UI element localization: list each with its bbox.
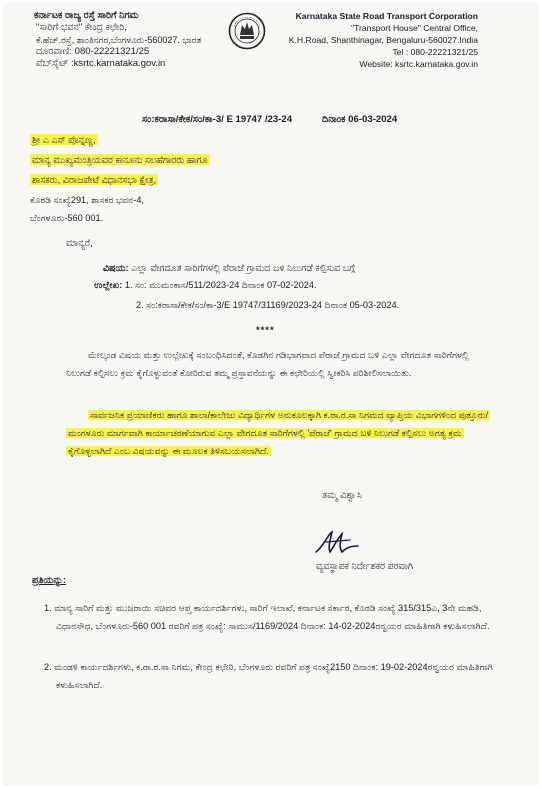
subject-line xyxy=(103,262,355,274)
org-building-kannada: "ಸಾರಿಗೆ ಭವನ" ಕೇಂದ್ರ ಕಛೇರಿ, xyxy=(36,22,127,33)
body-paragraph-2 xyxy=(66,406,490,460)
addressee-room: ಕೊಠಡಿ ಸಂಖ್ಯೆ291, ಶಾಸಕರ ಭವನ-4, xyxy=(30,195,144,205)
org-name-kannada: ಕರ್ನಾಟಕ ರಾಜ್ಯ ರಸ್ತೆ ಸಾರಿಗೆ ನಿಗಮ xyxy=(34,10,139,21)
copy-item-2: 2. ಮಂಡಳಿ ಕಾರ್ಯದರ್ಶಿಗಳು, ಕ.ರಾ.ರ.ಸಾ ನಿಗಮ, ಕೇಂದ್ರ ಕಛೇರಿ, ಬೆಂಗಳೂರು ರವರಿಗೆ ಪತ್ರ ಸಂಖ್ಯೆ2150 ದಿನಾಂಕ: 19-02-2024ರನ್ವಯರ ಮಾಹಿತಿಗಾಗಿ ಕಳುಹಿಸಲಾಗಿದೆ. xyxy=(44,662,493,690)
reference-2: 2. ಸಂ:ಕರಾಸಾ/ಕೇಕ/ಸಂ/ಕಾ-3/E 19747/31169/2023-24 ದಿನಾಂಕ 05-03-2024. xyxy=(136,300,400,310)
addressee-designation: ಮಾನ್ಯ ಮುಖ್ಯಮಂತ್ರಿಯವರ ಕಾನೂನು ಸಲಹೆಗಾರರು ಹಾಗೂ xyxy=(32,154,208,165)
closing: ತಮ್ಮ ವಿಶ್ವಾಸಿ xyxy=(322,490,362,501)
subject-label: ವಿಷಯ: xyxy=(103,262,129,273)
org-phone-english: Tel : 080-22221321/25 xyxy=(392,47,478,57)
org-phone-kannada: ದೂರವಾಣಿ: 080-22221321/25 xyxy=(36,46,150,57)
copy-item-1: 1. ಮಾನ್ಯ ಸಾರಿಗೆ ಮತ್ತು ಮುಜರಾಯಿ ಸಚಿವರ ಆಪ್ತ ಕಾರ್ಯದರ್ಶಿಗಳು, ಸಾರಿಗೆ ಇಲಾಖೆ, ಕರ್ನಾಟಕ ಸರ್ಕಾರ, ಕೊಠಡಿ ಸಂಖ್ಯೆ 315/315ಎ, 3ನೇ ಮಹಡಿ, ವಿಧಾನಸೌಧ, ಬೆಂಗಳೂರು-560 001 ರವರಿಗೆ ಪತ್ರ ಸಂಖ್ಯೆ: ಸಾಮುಸ/1169/2024 ದಿನಾಂಕ: 14-02-2024ರನ್ವಯರ ಮಾಹಿತಿಗಾಗಿ ಕಳುಹಿಸಲಾಗಿದೆ. xyxy=(44,603,490,631)
salutation: ಮಾನ್ಯರೆ, xyxy=(66,237,93,248)
org-address-kannada: ಕೆ.ಹೆಚ್.ರಸ್ತೆ, ಶಾಂತಿನಗರ,ಬೆಂಗಳೂರು-560027. ಭಾರತ xyxy=(36,35,202,45)
reference-1: 1. ಸಂ: ಮುಮಂಕಾಸ/511/2023-24 ದಿನಾಂಕ 07-02-2024. xyxy=(124,280,317,290)
subject-text: ಎಲ್ಲಾ ವೇಗದೂತ ಸಾರಿಗೆಗಳಲ್ಲಿ ಪೆರಾಜೆ ಗ್ರಾಮದ ಬಳಿ ನಿಲುಗಡೆ ಕಲ್ಪಿಸುವ ಬಗ್ಗೆ xyxy=(131,262,356,273)
signature-title: ವ್ಯವಸ್ಥಾಪಕ ನಿರ್ದೇಶಕರ ಪರವಾಗಿ xyxy=(316,560,413,571)
reference-number: ಸಂ:ಕರಾಸಾ/ಕೇಕ/ಸಂ/ಕಾ-3/ E 19747 /23-24 xyxy=(142,114,293,125)
copy-to-label: ಪ್ರತಿಯನ್ನು: xyxy=(32,574,67,585)
addressee-city: ಬೆಂಗಳೂರು-560 001. xyxy=(30,213,104,223)
addressee-constituency: ಶಾಸಕರು, ವಿರಾಜಪೇಟೆ ವಿಧಾನಸಭಾ ಕ್ಷೇತ್ರ, xyxy=(32,174,157,185)
org-website-kannada: ವೆಬ್‌ಸೈಟ್ :ksrtc.karnataka.gov.in xyxy=(36,58,166,69)
reference-1-line xyxy=(94,280,317,291)
ksrtc-logo xyxy=(228,12,266,50)
org-website-english: Website: ksrtc.karnataka.gov.in xyxy=(359,59,478,69)
references-label: ಉಲ್ಲೇಖ: xyxy=(94,280,123,290)
org-building-english: "Transport House" Central Office, xyxy=(351,23,478,33)
reference-date: ದಿನಾಂಕ 06-03-2024 xyxy=(322,114,398,125)
org-name-english: Karnataka State Road Transport Corporation xyxy=(295,11,478,21)
addressee-name: ಶ್ರೀ ಎ ಎಸ್ ಪೊನ್ನಣ್ಣ, xyxy=(32,134,96,145)
body-paragraph-2-text: ಸಾರ್ವಜನಿಕ ಪ್ರಯಾಣಿಕರು ಹಾಗೂ ಶಾಲಾ/ಕಾಲೇಜು ವಿದ್ಯಾರ್ಥಿಗಳ ಅನುಕೂಲಕ್ಕಾಗಿ ಕ.ರಾ.ರ.ಸಾ ನಿಗಮದ ವ್ಯಾಪ್ತಿಯ ವಿಭಾಗಗಳಿಂದ ಪುತ್ತೂರು/ಮಂಗಳೂರು ಮಾರ್ಗವಾಗಿ ಕಾರ್ಯಾಚರಣೆಯಾಗುವ ಎಲ್ಲಾ ವೇಗದೂತ ಸಾರಿಗೆಗಳಲ್ಲಿ 'ಪೆರಾಜೆ' ಗ್ರಾಮದ ಬಳಿ ನಿಲುಗಡೆ ಕಲ್ಪಿಸಲು ಅಗತ್ಯ ಕ್ರಮ ಕೈಗೊಳ್ಳಲಾಗಿದೆ ಎಂಬ ವಿಷಯವನ್ನು ಈ ಮೂಲಕ ತಿಳಿಸಬಯಸಲಾಗಿದೆ. xyxy=(68,410,489,456)
letter-page xyxy=(4,4,538,785)
body-paragraph-1: ಮೇಲ್ಕಂಡ ವಿಷಯ ಮತ್ತು ಉಲ್ಲೇಖಕ್ಕೆ ಸಂಬಂಧಿಸಿದಂತೆ, ಕೊಡಗಿನ ಗಡಿಭಾಗವಾದ ಪೆರಾಜೆ ಗ್ರಾಮದ ಬಳಿ ಎಲ್ಲಾ ವೇಗದೂತ ಸಾರಿಗೆಗಳಲ್ಲಿ ನಿಲುಗಡೆ ಕಲ್ಪಿಸಲು ಕ್ರಮ ಕೈಗೊಳ್ಳುವಂತೆ ಕೋರಿರುವ ತಮ್ಮ ಪ್ರಸ್ತಾವನೆಯನ್ನು ಈ ಕಛೇರಿಯಲ್ಲಿ ಸ್ವೀಕರಿಸಿ ಪರಿಶೀಲಿಸಲಾಯಿತು. xyxy=(66,350,469,378)
org-address-english: K.H.Road, Shanthinagar, Bengaluru-560027.India xyxy=(288,35,478,45)
signature-image xyxy=(306,524,366,560)
separator: **** xyxy=(256,324,275,335)
